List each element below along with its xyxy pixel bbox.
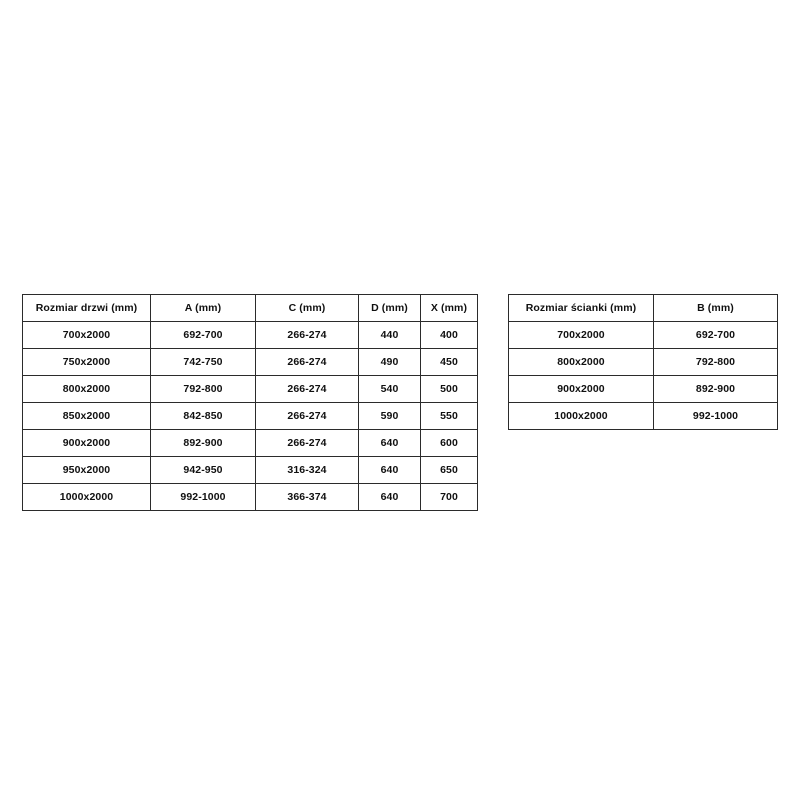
cell-x: 400 bbox=[421, 322, 478, 349]
cell-door-size: 750x2000 bbox=[23, 349, 151, 376]
column-header-b: B (mm) bbox=[654, 295, 778, 322]
cell-door-size: 850x2000 bbox=[23, 403, 151, 430]
cell-door-size: 1000x2000 bbox=[23, 484, 151, 511]
cell-x: 450 bbox=[421, 349, 478, 376]
cell-door-size: 700x2000 bbox=[23, 322, 151, 349]
cell-c: 266-274 bbox=[256, 322, 359, 349]
cell-d: 640 bbox=[359, 457, 421, 484]
cell-b: 692-700 bbox=[654, 322, 778, 349]
cell-b: 892-900 bbox=[654, 376, 778, 403]
cell-x: 700 bbox=[421, 484, 478, 511]
column-header-wall-size: Rozmiar ścianki (mm) bbox=[509, 295, 654, 322]
column-header-door-size: Rozmiar drzwi (mm) bbox=[23, 295, 151, 322]
table-row bbox=[23, 349, 478, 376]
cell-d: 490 bbox=[359, 349, 421, 376]
table-row bbox=[23, 457, 478, 484]
cell-b: 992-1000 bbox=[654, 403, 778, 430]
cell-a: 792-800 bbox=[151, 376, 256, 403]
table-row bbox=[23, 322, 478, 349]
cell-c: 366-374 bbox=[256, 484, 359, 511]
cell-wall-size: 700x2000 bbox=[509, 322, 654, 349]
cell-d: 640 bbox=[359, 430, 421, 457]
cell-d: 640 bbox=[359, 484, 421, 511]
column-header-a: A (mm) bbox=[151, 295, 256, 322]
cell-x: 600 bbox=[421, 430, 478, 457]
table-row bbox=[23, 403, 478, 430]
column-header-x: X (mm) bbox=[421, 295, 478, 322]
table-header-row bbox=[23, 295, 478, 322]
column-header-d: D (mm) bbox=[359, 295, 421, 322]
column-header-c: C (mm) bbox=[256, 295, 359, 322]
cell-c: 316-324 bbox=[256, 457, 359, 484]
table-row bbox=[509, 403, 778, 430]
cell-x: 650 bbox=[421, 457, 478, 484]
cell-wall-size: 900x2000 bbox=[509, 376, 654, 403]
wall-size-table bbox=[508, 294, 778, 430]
cell-d: 540 bbox=[359, 376, 421, 403]
table-row bbox=[23, 376, 478, 403]
cell-c: 266-274 bbox=[256, 349, 359, 376]
cell-door-size: 900x2000 bbox=[23, 430, 151, 457]
cell-c: 266-274 bbox=[256, 403, 359, 430]
cell-x: 550 bbox=[421, 403, 478, 430]
cell-d: 590 bbox=[359, 403, 421, 430]
table-header-row bbox=[509, 295, 778, 322]
cell-x: 500 bbox=[421, 376, 478, 403]
table-row bbox=[23, 484, 478, 511]
cell-a: 692-700 bbox=[151, 322, 256, 349]
table-row bbox=[23, 430, 478, 457]
table-row bbox=[509, 376, 778, 403]
table-row bbox=[509, 322, 778, 349]
cell-wall-size: 1000x2000 bbox=[509, 403, 654, 430]
cell-c: 266-274 bbox=[256, 430, 359, 457]
cell-wall-size: 800x2000 bbox=[509, 349, 654, 376]
cell-b: 792-800 bbox=[654, 349, 778, 376]
cell-c: 266-274 bbox=[256, 376, 359, 403]
cell-d: 440 bbox=[359, 322, 421, 349]
cell-a: 992-1000 bbox=[151, 484, 256, 511]
door-size-table bbox=[22, 294, 478, 511]
cell-a: 842-850 bbox=[151, 403, 256, 430]
cell-door-size: 800x2000 bbox=[23, 376, 151, 403]
cell-a: 892-900 bbox=[151, 430, 256, 457]
cell-a: 742-750 bbox=[151, 349, 256, 376]
table-row bbox=[509, 349, 778, 376]
cell-door-size: 950x2000 bbox=[23, 457, 151, 484]
cell-a: 942-950 bbox=[151, 457, 256, 484]
